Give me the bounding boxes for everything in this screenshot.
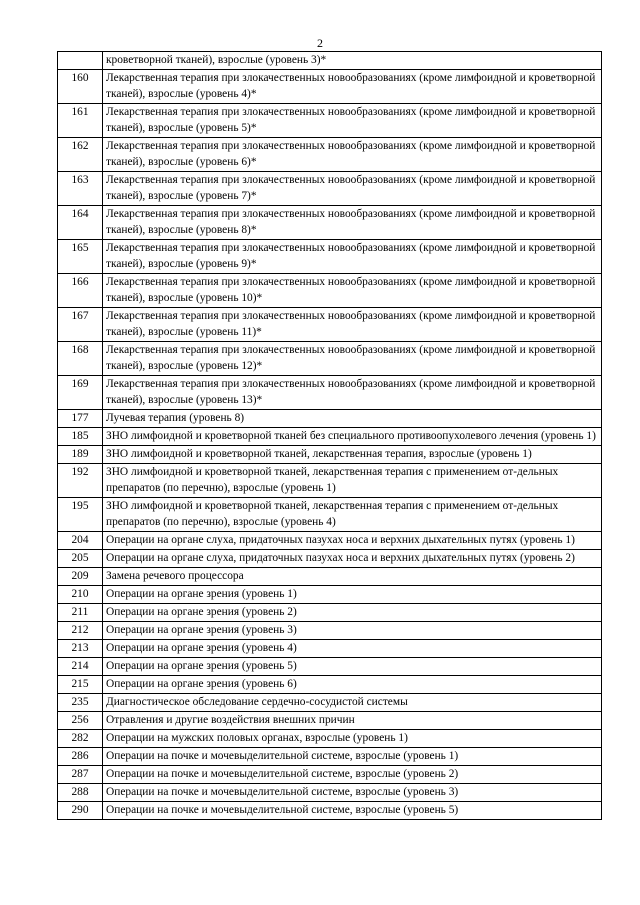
- row-description-cell: Операции на органе слуха, придаточных пазухах носа и верхних дыхательных путях (уровень 2): [103, 550, 602, 568]
- row-description-cell: Лекарственная терапия при злокачественных новообразованиях (кроме лимфоидной и кроветворной тканей), взрослые (уровень 5)*: [103, 104, 602, 138]
- row-description-cell: Лучевая терапия (уровень 8): [103, 410, 602, 428]
- table-row: [58, 308, 602, 342]
- row-description-cell: Лекарственная терапия при злокачественных новообразованиях (кроме лимфоидной и кроветворной тканей), взрослые (уровень 11)*: [103, 308, 602, 342]
- row-number-cell: 215: [58, 676, 103, 694]
- table-row: [58, 532, 602, 550]
- table-row: [58, 802, 602, 820]
- row-number-cell: 169: [58, 376, 103, 410]
- table-row: [58, 586, 602, 604]
- table-row: [58, 676, 602, 694]
- row-number-cell: 205: [58, 550, 103, 568]
- row-number-cell: 189: [58, 446, 103, 464]
- row-number-cell: 160: [58, 70, 103, 104]
- table-row: [58, 640, 602, 658]
- row-description-cell: Операции на почке и мочевыделительной системе, взрослые (уровень 1): [103, 748, 602, 766]
- row-description-cell: Лекарственная терапия при злокачественных новообразованиях (кроме лимфоидной и кроветворной тканей), взрослые (уровень 12)*: [103, 342, 602, 376]
- row-description-cell: Операции на почке и мочевыделительной системе, взрослые (уровень 5): [103, 802, 602, 820]
- row-number-cell: 286: [58, 748, 103, 766]
- row-number-cell: 282: [58, 730, 103, 748]
- row-description-cell: ЗНО лимфоидной и кроветворной тканей, лекарственная терапия, взрослые (уровень 1): [103, 446, 602, 464]
- row-description-cell: Операции на органе зрения (уровень 4): [103, 640, 602, 658]
- table-row: [58, 694, 602, 712]
- row-description-cell: Лекарственная терапия при злокачественных новообразованиях (кроме лимфоидной и кроветворной тканей), взрослые (уровень 4)*: [103, 70, 602, 104]
- row-number-cell: 195: [58, 498, 103, 532]
- table-row: [58, 784, 602, 802]
- row-number-cell: 290: [58, 802, 103, 820]
- row-description-cell: Операции на органе зрения (уровень 2): [103, 604, 602, 622]
- row-number-cell: 235: [58, 694, 103, 712]
- table-row: [58, 206, 602, 240]
- document-table: [57, 51, 602, 820]
- table-row: [58, 342, 602, 376]
- row-description-cell: Лекарственная терапия при злокачественных новообразованиях (кроме лимфоидной и кроветворной тканей), взрослые (уровень 6)*: [103, 138, 602, 172]
- row-number-cell: 192: [58, 464, 103, 498]
- row-number-cell: 210: [58, 586, 103, 604]
- table-row: [58, 622, 602, 640]
- row-description-cell: Операции на органе слуха, придаточных пазухах носа и верхних дыхательных путях (уровень 1): [103, 532, 602, 550]
- table-row: [58, 766, 602, 784]
- table-row: [58, 550, 602, 568]
- row-description-cell: ЗНО лимфоидной и кроветворной тканей без специального противоопухолевого лечения (уровень 1): [103, 428, 602, 446]
- row-number-cell: 256: [58, 712, 103, 730]
- row-number-cell: [58, 52, 103, 70]
- row-description-cell: Лекарственная терапия при злокачественных новообразованиях (кроме лимфоидной и кроветворной тканей), взрослые (уровень 7)*: [103, 172, 602, 206]
- row-number-cell: 167: [58, 308, 103, 342]
- row-description-cell: Операции на мужских половых органах, взрослые (уровень 1): [103, 730, 602, 748]
- table-row: [58, 498, 602, 532]
- table-row: [58, 274, 602, 308]
- row-number-cell: 204: [58, 532, 103, 550]
- row-description-cell: Операции на почке и мочевыделительной системе, взрослые (уровень 3): [103, 784, 602, 802]
- row-number-cell: 287: [58, 766, 103, 784]
- row-description-cell: Лекарственная терапия при злокачественных новообразованиях (кроме лимфоидной и кроветворной тканей), взрослые (уровень 8)*: [103, 206, 602, 240]
- row-number-cell: 161: [58, 104, 103, 138]
- table-row: [58, 172, 602, 206]
- table-row: [58, 52, 602, 70]
- row-number-cell: 211: [58, 604, 103, 622]
- row-description-cell: Операции на органе зрения (уровень 1): [103, 586, 602, 604]
- table-row: [58, 376, 602, 410]
- row-number-cell: 166: [58, 274, 103, 308]
- row-number-cell: 162: [58, 138, 103, 172]
- table-row: [58, 240, 602, 274]
- table-row: [58, 748, 602, 766]
- table-row: [58, 138, 602, 172]
- row-description-cell: Лекарственная терапия при злокачественных новообразованиях (кроме лимфоидной и кроветворной тканей), взрослые (уровень 10)*: [103, 274, 602, 308]
- row-description-cell: Лекарственная терапия при злокачественных новообразованиях (кроме лимфоидной и кроветворной тканей), взрослые (уровень 9)*: [103, 240, 602, 274]
- row-number-cell: 168: [58, 342, 103, 376]
- table-row: [58, 464, 602, 498]
- row-number-cell: 212: [58, 622, 103, 640]
- row-description-cell: Отравления и другие воздействия внешних причин: [103, 712, 602, 730]
- table-row: [58, 604, 602, 622]
- page-number: 2: [317, 36, 323, 50]
- row-number-cell: 163: [58, 172, 103, 206]
- row-description-cell: ЗНО лимфоидной и кроветворной тканей, лекарственная терапия с применением от-дельных препаратов (по перечню), взрослые (уровень 4): [103, 498, 602, 532]
- table-row: [58, 658, 602, 676]
- row-description-cell: Операции на органе зрения (уровень 5): [103, 658, 602, 676]
- row-number-cell: 214: [58, 658, 103, 676]
- row-number-cell: 209: [58, 568, 103, 586]
- row-description-cell: Замена речевого процессора: [103, 568, 602, 586]
- row-number-cell: 288: [58, 784, 103, 802]
- row-description-cell: Лекарственная терапия при злокачественных новообразованиях (кроме лимфоидной и кроветворной тканей), взрослые (уровень 13)*: [103, 376, 602, 410]
- table-row: [58, 410, 602, 428]
- row-description-cell: кроветворной тканей), взрослые (уровень 3)*: [103, 52, 602, 70]
- row-description-cell: ЗНО лимфоидной и кроветворной тканей, лекарственная терапия с применением от-дельных препаратов (по перечню), взрослые (уровень 1): [103, 464, 602, 498]
- table-row: [58, 70, 602, 104]
- row-description-cell: Операции на органе зрения (уровень 6): [103, 676, 602, 694]
- row-number-cell: 165: [58, 240, 103, 274]
- table-body: [58, 52, 602, 820]
- table-row: [58, 730, 602, 748]
- table-row: [58, 568, 602, 586]
- table-row: [58, 712, 602, 730]
- row-number-cell: 177: [58, 410, 103, 428]
- row-description-cell: Операции на органе зрения (уровень 3): [103, 622, 602, 640]
- table-row: [58, 446, 602, 464]
- row-number-cell: 164: [58, 206, 103, 240]
- row-number-cell: 185: [58, 428, 103, 446]
- row-description-cell: Операции на почке и мочевыделительной системе, взрослые (уровень 2): [103, 766, 602, 784]
- table-row: [58, 428, 602, 446]
- table-row: [58, 104, 602, 138]
- row-description-cell: Диагностическое обследование сердечно-сосудистой системы: [103, 694, 602, 712]
- row-number-cell: 213: [58, 640, 103, 658]
